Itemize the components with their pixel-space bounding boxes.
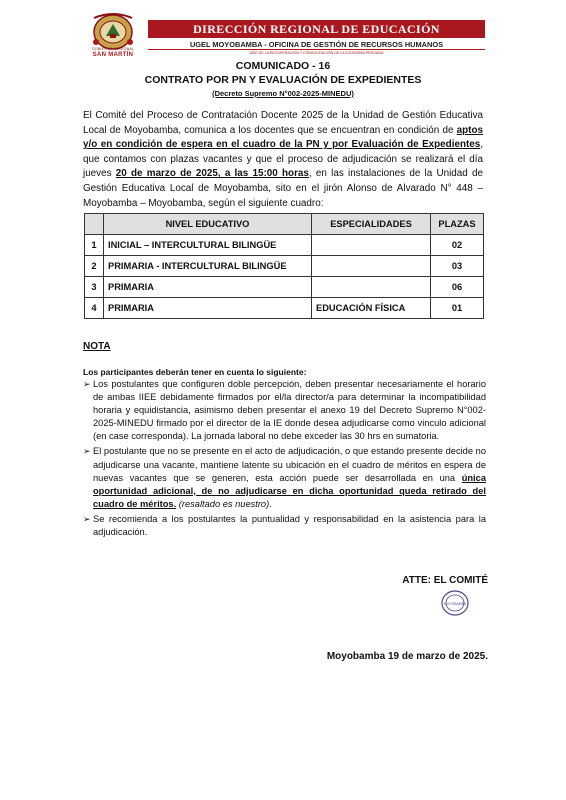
logo-caption-top: GOBIERNO REGIONAL	[91, 47, 135, 51]
arrow-bullet-icon: ➢	[83, 513, 91, 524]
table-row: 1 INICIAL – INTERCULTURAL BILINGÜE 02	[85, 235, 484, 256]
header-subline: UGEL MOYOBAMBA - OFICINA DE GESTIÓN DE RECURSOS HUMANOS	[189, 40, 444, 49]
header-specialty: ESPECIALIDADES	[312, 214, 431, 235]
vacancies-table	[84, 213, 484, 319]
signature-line: ATTE: EL COMITÉ	[402, 575, 488, 586]
logo-caption-bottom: SAN MARTÍN	[92, 52, 134, 58]
list-item: ➢ Los postulantes que configuren doble percepción, deben presentar necesariamente el horario de ambas IIEE debidamente firmados por el/la director/a para determinar la incompatibilidad horaria y equidistancia, asimismo deben presentar el anexo 19 del Decreto Supremo N°002-2025-MINEDU firmado por el director de la IE donde desea adjudicarse como vinculo adicional (en case corresponda). La jornada laboral no debe exceder las 30 hrs en sumatoria.	[83, 379, 486, 442]
decree-reference: (Decreto Supremo N°002-2025-MINEDU)	[212, 89, 354, 98]
committee-seal-icon	[440, 589, 470, 617]
arrow-bullet-icon: ➢	[83, 446, 91, 457]
note-list	[83, 378, 486, 541]
list-item: ➢ Se recomienda a los postulantes la puntualidad y responsabilidad en la asistencia para la adjudicación.	[83, 513, 486, 538]
communique-title: CONTRATO POR PN Y EVALUACIÓN DE EXPEDIENTES	[144, 74, 422, 86]
header-tagline: "AÑO DE LA RECUPERACIÓN Y CONSOLIDACIÓN DE LA ECONOMÍA PERUANA"	[248, 51, 385, 55]
document-date: Moyobamba 19 de marzo de 2025.	[326, 651, 488, 662]
header-num	[85, 214, 104, 235]
arrow-bullet-icon: ➢	[83, 379, 91, 389]
header-divider	[148, 49, 485, 50]
header-places: PLAZAS	[431, 214, 484, 235]
intro-paragraph: El Comité del Proceso de Contratación Docente 2025 de la Unidad de Gestión Educativa Local de Moyobamba, comunica a los docentes que se encuentran en condición de aptos y/o en condición de espera en el cuadro de la PN y por Evaluación de Expedientes, que contamos con plazas vacantes y que el proceso de adjudicación se realizará el día jueves 20 de marzo de 2025, a las 15:00 horas, en las instalaciones de la Unidad de Gestión Educativa Local de Moyobamba, sito en el jirón Alonso de Alvarado N° 448 – Moyobamba – Moyobamba, según el siguiente cuadro:	[83, 110, 483, 209]
table-row: 3 PRIMARIA 06	[85, 277, 484, 298]
header-level: NIVEL EDUCATIVO	[104, 214, 312, 235]
table-header-row	[85, 214, 484, 235]
header-banner: DIRECCIÓN REGIONAL DE EDUCACIÓN	[148, 20, 485, 38]
svg-text:MOYOBAMBA: MOYOBAMBA	[443, 602, 467, 606]
note-heading: NOTA	[83, 341, 111, 352]
list-item: ➢ El postulante que no se presente en el acto de adjudicación, o que estando presente decide no adjudicarse una vacante, mantiene latente su ubicación en el cuadro de méritos en espera de nuevas vacantes que se generen, esta acción puede ser desarrollada en una única oportunidad adicional, de no adjudicarse en dicha oportunidad queda retirado del cuadro de méritos. (resaltado es nuestro).	[83, 446, 486, 509]
table-row: 4 PRIMARIA EDUCACIÓN FÍSICA 01	[85, 298, 484, 319]
communique-number: COMUNICADO - 16	[235, 60, 331, 72]
note-intro: Los participantes deberán tener en cuenta lo siguiente:	[83, 367, 307, 377]
table-row: 2 PRIMARIA - INTERCULTURAL BILINGÜE 03	[85, 256, 484, 277]
